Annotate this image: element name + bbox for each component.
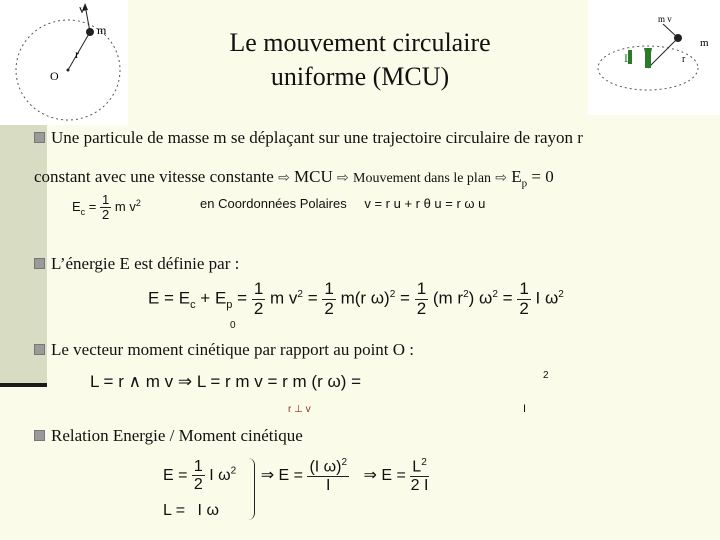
label-r: r	[682, 54, 686, 65]
system-brace	[248, 458, 255, 520]
arrow-right-icon: ⇨	[495, 171, 508, 186]
label-r: r	[75, 47, 79, 61]
perpendicular-note: r ⊥ v	[288, 404, 311, 415]
polar-velocity-equation: en Coordonnées Polaires v = r u + r θ u = r ω u	[200, 196, 486, 211]
title-line-1: Le mouvement circulaire	[229, 28, 491, 57]
ep-zero-note: 0	[230, 320, 236, 331]
energy-equation: $E = E_c + E_p$ = $\frac{1}{2}$ m $v^2$ = $\frac{1}{2}$ m(r ω)$^2$ = $\frac{1}{2}$ (m $r^2$) $\omega^2$ = $\frac{1}{2}$ I $\omega^2$	[148, 279, 564, 318]
label-l: L	[624, 51, 632, 65]
superscript-2: 2	[543, 370, 549, 381]
bullet-icon	[34, 258, 45, 269]
page-title	[150, 26, 570, 94]
arrow-right-icon: ⇨	[278, 171, 290, 186]
label-v: v	[79, 2, 85, 16]
circular-motion-diagram	[0, 0, 128, 125]
inertia-label: I	[523, 403, 527, 415]
arrow-right-icon: ⇨	[337, 171, 349, 186]
label-m: m	[97, 23, 107, 37]
relation-energy-line: E = $\frac{1}{2}$ I $\omega^2$ ⇒ E = $\frac{(I \omega)^2}{I}$ ⇒ E = $\frac{L^2}{2 I}$	[163, 457, 429, 494]
section1-line2: constant avec une vitesse constante ⇨ MCU ⇨ Mouvement dans le plan ⇨ $E_p = 0$	[34, 167, 554, 190]
figure-right	[588, 0, 720, 115]
title-line-2: uniforme (MCU)	[270, 62, 450, 91]
section1-line1: Une particule de masse m se déplaçant sur une trajectoire circulaire de rayon r	[34, 128, 583, 148]
kinetic-energy-equation: $E_c$ = $\frac{1}{2}$ m $v^2$	[72, 192, 141, 223]
section2-text: L’énergie E est définie par :	[34, 254, 239, 274]
sidebar-bottom-bar	[0, 383, 47, 387]
bullet-icon	[34, 430, 45, 441]
label-m: m	[700, 37, 709, 49]
bullet-icon	[34, 344, 45, 355]
bullet-icon	[34, 132, 45, 143]
relation-momentum-line: L = I ω	[163, 502, 219, 519]
figure-left	[0, 0, 128, 125]
label-o: O	[50, 69, 59, 83]
section3-text: Le vecteur moment cinétique par rapport au point O :	[34, 340, 414, 360]
label-mv: m v	[658, 14, 672, 24]
angular-momentum-equation: L = r ∧ m v ⇒ L = r m v = r m (r ω) =	[90, 372, 362, 391]
angular-momentum-diagram	[588, 0, 720, 115]
section4-text: Relation Energie / Moment cinétique	[34, 426, 303, 446]
